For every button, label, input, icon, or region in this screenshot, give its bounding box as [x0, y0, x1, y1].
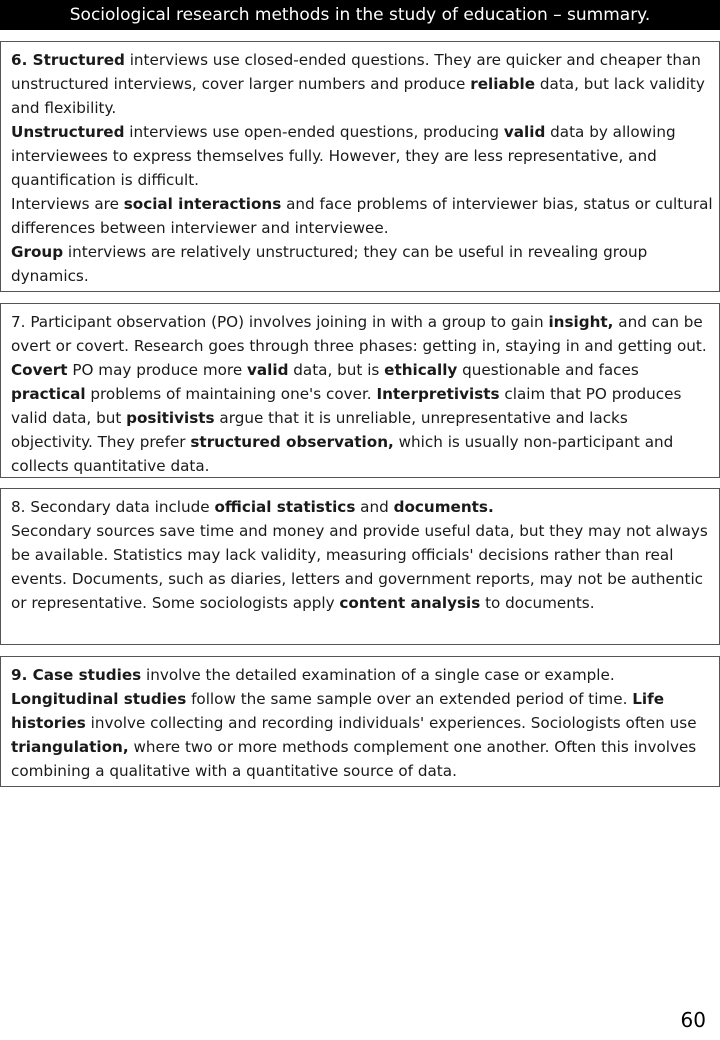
bold-term: valid	[503, 123, 546, 141]
bold-term: Interpretivists	[376, 385, 500, 403]
bold-term: insight,	[548, 313, 614, 331]
paragraph	[11, 240, 713, 288]
bold-term: social interactions	[123, 195, 282, 213]
text-run: Secondary sources save time and money and provide useful data, but they may not always be available. Statistics may lack validity, measuring officials' decisions rather than real events. Documents, such as diaries, letters and government reports, may not be authentic or representative. Some sociologists apply	[11, 522, 708, 612]
text-run: claim that PO produces valid data, but	[11, 385, 682, 427]
text-run: involve the detailed examination of a single case or example.	[141, 666, 615, 684]
bold-term: practical	[11, 385, 86, 403]
text-run: data by allowing interviewees to express themselves fully. However, they are less representative, and quantification is difficult.	[11, 123, 676, 189]
bold-term: positivists	[126, 409, 215, 427]
page-number: 60	[680, 1008, 706, 1032]
paragraph	[11, 120, 713, 192]
bold-term: ethically	[384, 361, 458, 379]
text-run: which is usually non-participant and collects quantitative data.	[11, 433, 674, 475]
text-run: data, but is	[288, 361, 385, 379]
paragraph	[11, 310, 713, 478]
text-run: interviews are relatively unstructured; they can be useful in revealing group dynamics.	[11, 243, 648, 285]
bold-term: valid	[247, 361, 289, 379]
page-title: Sociological research methods in the study of education – summary.	[0, 0, 720, 30]
paragraph	[11, 495, 713, 519]
bold-term: 6. Structured	[11, 51, 125, 69]
bold-term: official statistics	[214, 498, 356, 516]
bold-term: content analysis	[339, 594, 481, 612]
paragraph	[11, 192, 713, 240]
bold-term: Covert	[11, 361, 68, 379]
bold-term: documents.	[393, 498, 494, 516]
text-run: and face problems of interviewer bias, status or cultural differences between interviewer and interviewee.	[11, 195, 713, 237]
section-case-studies	[0, 656, 720, 787]
text-run: questionable and faces	[457, 361, 639, 379]
text-run: argue that it is unreliable, unrepresentative and lacks objectivity. They prefer	[11, 409, 628, 451]
text-run: and can be overt or covert. Research goes through three phases: getting in, staying in and getting out.	[11, 313, 707, 355]
section-structured-interviews	[0, 41, 720, 292]
text-run: problems of maintaining one's cover.	[85, 385, 377, 403]
text-run: PO may produce more	[67, 361, 248, 379]
bold-term: 9. Case studies	[11, 666, 142, 684]
text-run: 8. Secondary data include	[11, 498, 215, 516]
section-participant-observation	[0, 303, 720, 478]
bold-term: Group	[11, 243, 64, 261]
bold-term: Longitudinal studies	[11, 690, 187, 708]
section-secondary-data	[0, 488, 720, 645]
bold-term: Life histories	[11, 690, 665, 732]
text-run: and	[355, 498, 394, 516]
text-run: data, but lack validity and flexibility.	[11, 75, 705, 117]
text-run: Interviews are	[11, 195, 124, 213]
bold-term: Unstructured	[11, 123, 125, 141]
text-run: interviews use open-ended questions, producing	[124, 123, 504, 141]
bold-term: reliable	[470, 75, 536, 93]
text-run: involve collecting and recording individuals' experiences. Sociologists often use	[85, 714, 697, 732]
paragraph	[11, 663, 713, 783]
text-run: follow the same sample over an extended period of time.	[186, 690, 633, 708]
bold-term: structured observation,	[190, 433, 394, 451]
paragraph	[11, 48, 713, 120]
paragraph	[11, 519, 713, 615]
text-run: to documents.	[480, 594, 595, 612]
text-run: where two or more methods complement one another. Often this involves combining a qualitative with a quantitative source of data.	[11, 738, 697, 780]
bold-term: triangulation,	[11, 738, 129, 756]
text-run: interviews use closed-ended questions. They are quicker and cheaper than unstructured interviews, cover larger numbers and produce	[11, 51, 701, 93]
text-run: 7. Participant observation (PO) involves joining in with a group to gain	[11, 313, 549, 331]
